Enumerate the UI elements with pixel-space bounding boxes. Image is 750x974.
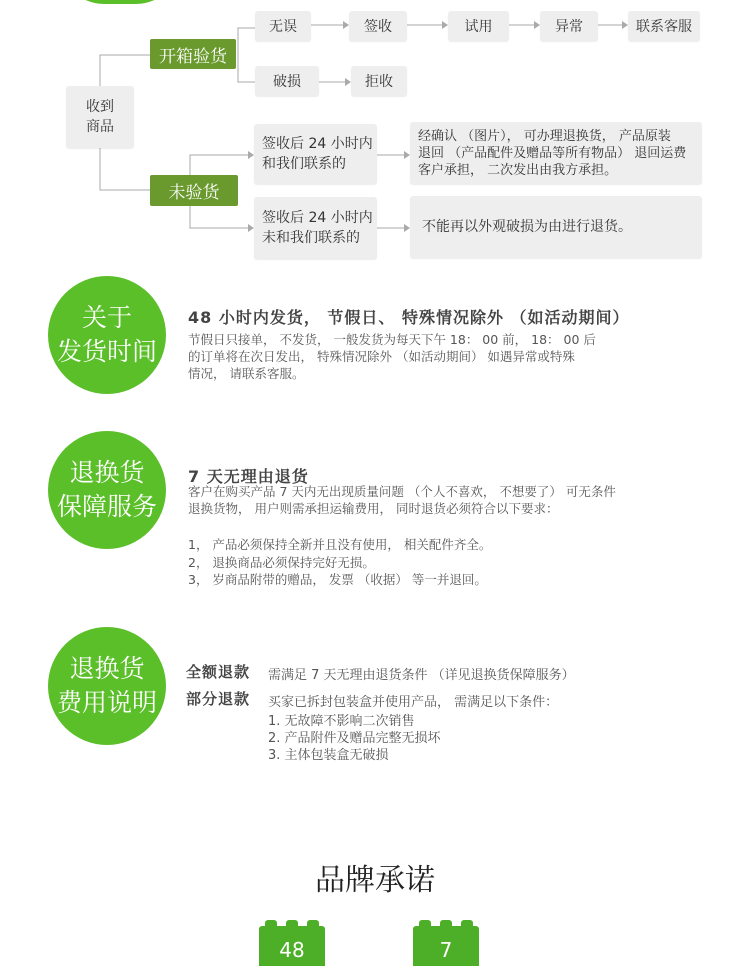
contact-result-line-1: 经确认 （图片）， 可办理退换货， 产品原装 [418, 128, 671, 144]
connector-ok [238, 28, 255, 55]
step-damaged: 破损 [255, 66, 319, 96]
shipping-badge-line-2: 发货时间 [56, 337, 157, 366]
shipping-text [188, 331, 596, 382]
shipping-line-3: 情况， 请联系客服。 [188, 366, 305, 381]
connector-open-check [100, 55, 150, 86]
step-contact-service: 联系客服 [628, 11, 700, 41]
shipping-line-2: 的订单将在次日发出， 特殊情况除外 （如活动期间） 如遇异常或特殊 [188, 349, 575, 364]
contact-result-line-3: 客户承担， 二次发出由我方承担。 [418, 162, 618, 178]
step-sign: 签收 [349, 11, 407, 41]
contact-in-24h-line-2: 和我们联系的 [262, 156, 346, 172]
connector-nocontact [190, 203, 248, 228]
no-contact-24h-box [254, 197, 377, 259]
promise-48-value: 48 [279, 938, 305, 962]
open-check-box: 开箱验货 [150, 39, 236, 69]
fees-badge-line-2: 费用说明 [56, 688, 157, 717]
contact-in-24h-box [254, 124, 377, 184]
contact-result-line-2: 退回 （产品配件及赠品等所有物品） 退回运费 [418, 145, 687, 161]
full-refund-text: 需满足 7 天无理由退货条件 （详见退换货保障服务） [268, 668, 575, 683]
receive-line-1: 收到 [86, 99, 114, 115]
receive-goods-box [66, 86, 134, 148]
partial-item-2: 2. 产品附件及赠品完整无损坏 [268, 731, 441, 746]
returns-line-2: 退换货物， 用户则需承担运输费用， 同时退货必须符合以下要求： [188, 501, 559, 516]
returns-item-2: 2， 退换商品必须保持完好无损。 [188, 555, 375, 570]
step-reject: 拒收 [351, 66, 407, 96]
promise-48-icon [259, 926, 325, 966]
fees-badge [48, 627, 166, 745]
no-contact-line-1: 签收后 24 小时内 [262, 210, 373, 226]
brand-promise-title: 品牌承诺 [315, 863, 435, 898]
shipping-badge-line-1: 关于 [81, 303, 132, 332]
promise-7-icon [413, 926, 479, 966]
full-refund-label: 全额退款 [186, 663, 251, 681]
returns-item-1: 1， 产品必须保持全新并且没有使用， 相关配件齐全。 [188, 537, 492, 552]
partial-refund-text: 买家已拆封包装盒并使用产品， 需满足以下条件： [268, 695, 559, 710]
receive-line-2: 商品 [86, 119, 114, 135]
fees-badge-line-1: 退换货 [69, 654, 145, 683]
shipping-title: 48 小时内发货， 节假日、 特殊情况除外 （如活动期间） [188, 308, 630, 327]
partial-item-3: 3. 主体包装盒无破损 [268, 748, 389, 763]
returns-badge-line-2: 保障服务 [56, 492, 157, 521]
step-abnormal: 异常 [540, 11, 598, 41]
returns-badge [48, 431, 166, 549]
returns-title: 7 天无理由退货 [188, 467, 309, 486]
shipping-line-1: 节假日只接单， 不发货， 一般发货为每天下午 18： 00 前， 18： 00 后 [188, 332, 596, 347]
returns-line-1: 客户在购买产品 7 天内无出现质量问题 （个人不喜欢， 不想要了） 可无条件 [188, 484, 616, 499]
connector-no-check [100, 148, 150, 190]
no-contact-result: 不能再以外观破损为由进行退货。 [410, 196, 702, 258]
step-try: 试用 [448, 11, 509, 41]
no-check-box: 未验货 [150, 175, 238, 206]
returns-item-3: 3， 岁商品附带的赠品， 发票 （收据） 等一并退回。 [188, 572, 487, 587]
contact-in-24h-result [410, 122, 702, 184]
partial-item-1: 1. 无故障不影响二次销售 [268, 714, 415, 729]
no-contact-line-2: 未和我们联系的 [262, 230, 360, 246]
contact-in-24h-line-1: 签收后 24 小时内 [262, 136, 373, 152]
shipping-badge [48, 276, 166, 394]
promise-7-value: 7 [439, 938, 453, 962]
returns-text [188, 483, 616, 517]
partial-refund-label: 部分退款 [186, 690, 251, 708]
step-no-error: 无误 [255, 11, 311, 41]
returns-badge-line-1: 退换货 [69, 458, 145, 487]
connector-damage [238, 55, 255, 82]
